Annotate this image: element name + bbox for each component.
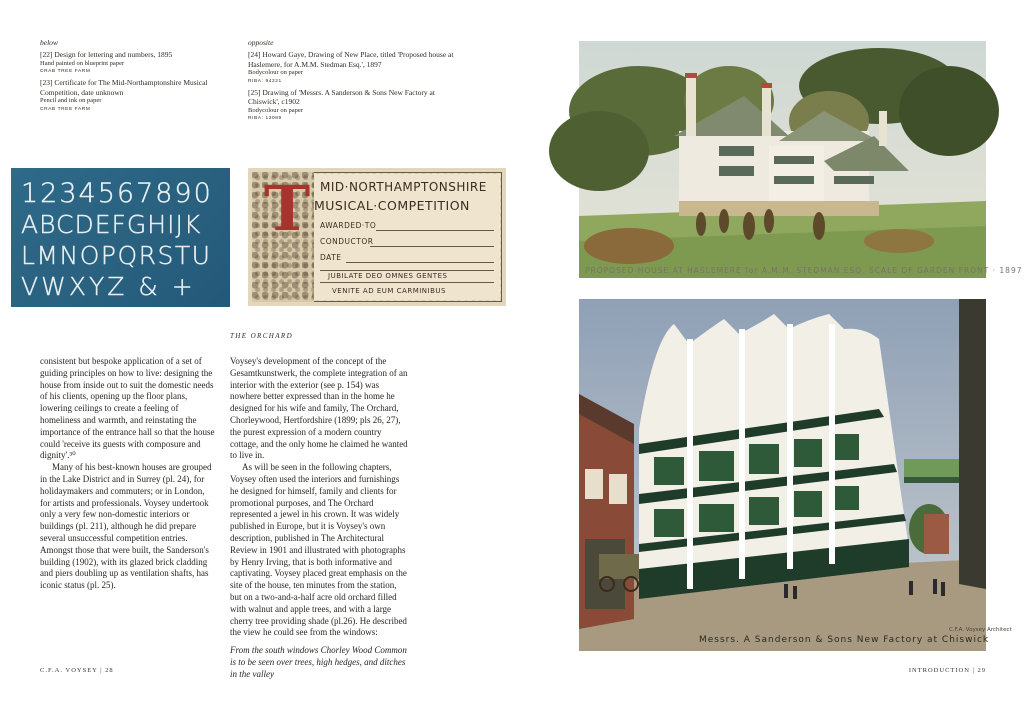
certificate-initial: T (264, 172, 311, 245)
lettering-row-numbers: 1234567890 (21, 178, 213, 209)
factory-painting-illustration (579, 299, 1012, 651)
caption-medium: Hand painted on blueprint paper (40, 59, 125, 67)
factory-painting-signature: C.F.A. Voysey Architect (949, 627, 1012, 633)
certificate-motto-1: JUBILATE DEO OMNES GENTES (328, 272, 448, 280)
lettering-row-1: ABCDEFGHIJK (21, 210, 202, 239)
certificate-field-conductor: CONDUCTOR (320, 237, 374, 246)
certificate-rule (346, 262, 494, 263)
caption-medium: Pencil and ink on paper (40, 97, 102, 104)
body-quote: From the south windows Chorley Wood Common is to be seen over trees, high hedges, and ditches in the valley (230, 645, 407, 679)
factory-painting-image (579, 299, 1012, 651)
certificate-rule (376, 230, 494, 231)
body-column-left (40, 356, 216, 592)
body-paragraph: As will be seen in the following chapters, Voysey often used the interiors and furnishings he designed for himself, family and clients for promotional purposes, and The Orchard represented a jewel in his crown. It was widely published in Europe, but it is Voysey's own description, published in The Architectural Review in 1901 and illustrated with photographs by Henry Irving, that is both informative and captivating. Voysey placed great emphasis on the site of the house, ten minutes from the station, but on a two-and-a-half acre old orchard filled with walnut and apple trees, and with a large cherry tree providing shade (pl.26). He described the view he could see from the windows: (230, 462, 407, 638)
captions-right (248, 38, 463, 125)
lettering-row-2: LMNOPQRSTU (21, 241, 212, 270)
certificate-rule (320, 270, 494, 271)
lettering-row-3: VWXYZ & + (21, 272, 196, 301)
caption-medium: Bodycolour on paper (248, 69, 303, 76)
certificate-rule (320, 282, 494, 283)
footer-right-folio: INTRODUCTION | 29 (908, 667, 986, 674)
certificate-field-date: DATE (320, 253, 342, 262)
certificate-line-2: MUSICAL·COMPETITION (314, 198, 470, 213)
certificate-rule (370, 246, 494, 247)
captions-left (40, 38, 220, 116)
lettering-design-image (11, 168, 230, 307)
caption-title: [23] Certificate for The Mid-Northamptonshire Musical Competition, date unknown (40, 78, 208, 97)
factory-painting-inscription: Messrs. A Sanderson & Sons New Factory at Chiswick (699, 635, 990, 645)
caption-title: [24] Howard Gaye, Drawing of New Place, titled 'Proposed house at Haslemere, for A.M.M. Stedman Esq.', 1897 (248, 50, 454, 69)
caption-location: CRAB TREE FARM (40, 69, 91, 74)
body-paragraph: consistent but bespoke application of a set of guiding principles on how to live: designing the house from inside out to suit the domestic needs of his clients, opening up the floor plans, lowering ceilings to create a feeling of homeliness and warmth, and reinstating the importance of the entrance hall so that the house could 'receive its guests with composure and dignity'.³⁰ (40, 356, 215, 461)
body-paragraph: Many of his best-known houses are grouped in the Lake District and in Surrey (pl. 24), for holidaymakers and commuters; or in London, for artists and professionals. Voysey undertook only a very few non-domestic interiors or buildings (pl. 211), although he did prepare several unsuccessful competition entries. Amongst those that were built, the Sanderson's building (1902), with its glazed brick cladding and piers doubling up as ventilation shafts, has iconic status (pl. 25). (40, 462, 212, 591)
house-painting-inscription: PROPOSED HOUSE AT HASLEMERE for A.M.M. STEDMAN ESQ. SCALE OF GARDEN FRONT · 1897 (585, 266, 1023, 275)
certificate-field-awarded: AWARDED·TO (320, 221, 377, 230)
caption-location: RIBA: 94221 (248, 78, 282, 84)
body-column-right (230, 356, 408, 681)
certificate-motto-2: VENITE AD EUM CARMINIBUS (332, 287, 446, 295)
caption-title: [22] Design for lettering and numbers, 1895 (40, 50, 173, 59)
certificate-line-1: MID·NORTHAMPTONSHIRE (320, 180, 487, 194)
house-painting-illustration (579, 41, 1023, 278)
section-heading: THE ORCHARD (230, 332, 294, 340)
certificate-image (248, 168, 506, 306)
caption-lead: below (40, 38, 58, 47)
caption-lead: opposite (248, 38, 274, 47)
body-paragraph: Voysey's development of the concept of the Gesamtkunstwerk, the complete integration of an interior with the exterior (see p. 154) was nowhere better expressed than in the home he designed for his wife and family, The Orchard, Chorleywood, Hertfordshire (1899; pls 26, 27), the purest expression of a modern country cottage, and the only home he claimed he wanted to live in. (230, 356, 408, 461)
footer-left-folio: C.F.A. VOYSEY | 28 (40, 667, 114, 674)
caption-location: CRAB TREE FARM (40, 106, 91, 112)
caption-location: RIBA: 13089 (248, 116, 282, 121)
house-painting-image (579, 41, 1023, 278)
caption-medium: Bodycolour on paper (248, 106, 303, 114)
caption-title: [25] Drawing of 'Messrs. A Sanderson & Sons New Factory at Chiswick', c1902 (248, 87, 435, 106)
